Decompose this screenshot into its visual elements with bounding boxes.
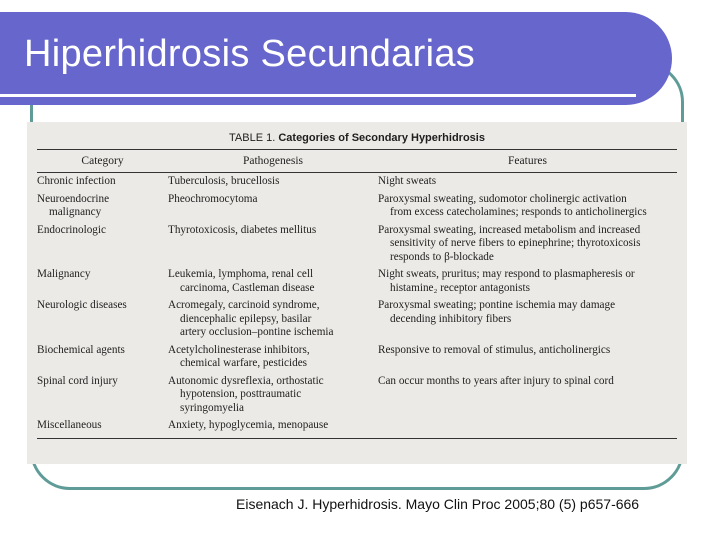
pathogenesis-line: Pheochromocytoma [168,192,258,205]
table-row [37,266,677,297]
table-caption-prefix: TABLE 1. [229,132,279,144]
cell-pathogenesis [168,266,378,297]
pathogenesis-line: artery occlusion–pontine ischemia [180,326,334,338]
category-line: Spinal cord injury [37,374,118,387]
cell-pathogenesis [168,373,378,418]
features-line: from excess catecholamines; responds to anticholinergics [390,206,647,218]
cell-category [37,297,168,342]
pathogenesis-line: Thyrotoxicosis, diabetes mellitus [168,223,317,236]
category-line: Neuroendocrine [37,192,110,205]
pathogenesis-line: Autonomic dysreflexia, orthostatic [168,374,324,387]
table-header-row [37,150,677,173]
table-caption-title: Categories of Secondary Hyperhidrosis [278,132,485,144]
pathogenesis-line: carcinoma, Castleman disease [180,281,315,294]
pathogenesis-line: Acetylcholinesterase inhibitors, [168,343,310,356]
features-line: Can occur months to years after injury to spinal cord [378,374,614,387]
cell-category [37,173,168,191]
header-pathogenesis: Pathogenesis [168,150,378,173]
cell-features [378,342,677,373]
features-line: Night sweats, pruritus; may respond to plasmapheresis or [378,268,635,280]
table-row [37,373,677,418]
cell-pathogenesis [168,222,378,267]
cell-features [378,417,677,438]
title-underline [0,94,636,97]
cell-features [378,297,677,342]
pathogenesis-line: Anxiety, hypoglycemia, menopause [168,419,329,431]
table-row [37,191,677,222]
cell-features [378,191,677,222]
cell-pathogenesis [168,173,378,191]
cell-pathogenesis [168,297,378,342]
citation: Eisenach J. Hyperhidrosis. Mayo Clin Proc 2005;80 (5) p657-666 [236,496,640,512]
table-row [37,297,677,342]
table-row [37,417,677,438]
features-line: decending inhibitory fibers [390,312,512,325]
category-line: Neurologic diseases [37,299,127,311]
cell-category [37,191,168,222]
cell-category [37,266,168,297]
header-features: Features [378,150,677,173]
table-row [37,342,677,373]
pathogenesis-line: diencephalic epilepsy, basilar [180,312,312,325]
cell-features [378,173,677,191]
features-line: Paroxysmal sweating, increased metabolism and increased [378,223,641,236]
features-line: histamine₂ receptor antagonists [390,281,530,294]
cell-features [378,222,677,267]
features-line: Paroxysmal sweating, sudomotor cholinergic activation [378,192,627,205]
features-line: responds to β-blockade [390,250,494,263]
table-row [37,222,677,267]
slide-title: Hiperhidrosis Secundarias [24,33,476,75]
pathogenesis-line: Acromegaly, carcinoid syndrome, [168,299,320,311]
cell-category [37,373,168,418]
table-caption [37,131,677,145]
category-line: Miscellaneous [37,419,102,431]
cell-features [378,266,677,297]
features-line: Night sweats [378,175,437,187]
cell-category [37,222,168,267]
pathogenesis-line: hypotension, posttraumatic [180,388,302,400]
pathogenesis-line: chemical warfare, pesticides [180,357,308,369]
category-line: malignancy [49,206,102,218]
cell-pathogenesis [168,417,378,438]
table-row [37,173,677,191]
header-category: Category [37,150,168,173]
pathogenesis-line: Leukemia, lymphoma, renal cell [168,268,314,280]
table-body [37,173,677,439]
cell-category [37,342,168,373]
table-scan [27,122,687,464]
category-line: Malignancy [37,268,91,280]
pathogenesis-line: Tuberculosis, brucellosis [168,175,280,187]
pathogenesis-line: syringomyelia [180,401,245,414]
features-line: sensitivity of nerve fibers to epinephrine; thyrotoxicosis [390,237,641,249]
cell-features [378,373,677,418]
secondary-hyperhidrosis-table [37,149,677,439]
features-line: Paroxysmal sweating; pontine ischemia may damage [378,299,616,311]
features-line: Responsive to removal of stimulus, anticholinergics [378,343,611,356]
cell-pathogenesis [168,191,378,222]
cell-category [37,417,168,438]
category-line: Chronic infection [37,175,116,187]
cell-pathogenesis [168,342,378,373]
category-line: Biochemical agents [37,343,125,356]
category-line: Endocrinologic [37,223,106,236]
